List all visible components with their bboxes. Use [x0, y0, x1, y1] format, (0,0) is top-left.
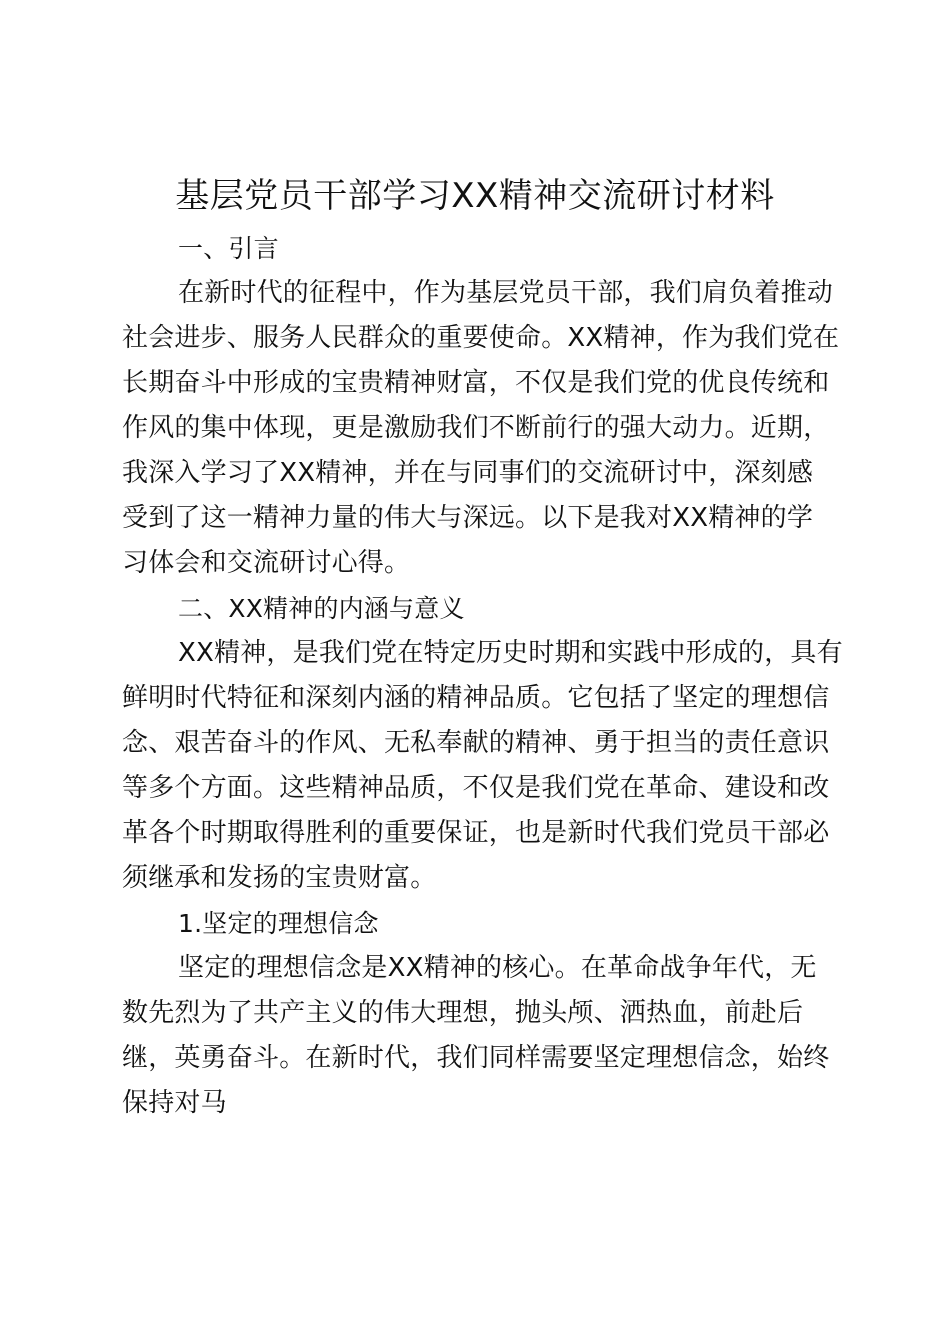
paragraph-line: 等多个方面。这些精神品质，不仅是我们党在革命、建设和改	[122, 773, 830, 803]
paragraph-connotation	[122, 631, 843, 901]
paragraph-line: 继，英勇奋斗。在新时代，我们同样需要坚定理想信念，始终	[122, 1043, 830, 1073]
section-heading-introduction: 一、引言	[178, 234, 279, 263]
paragraph-line: 习体会和交流研讨心得。	[122, 548, 411, 578]
section-heading-connotation: 二、XX精神的内涵与意义	[178, 594, 465, 623]
paragraph-line: 保持对马	[122, 1088, 227, 1118]
paragraph-line: 须继承和发扬的宝贵财富。	[122, 863, 437, 893]
paragraph-line: 数先烈为了共产主义的伟大理想，抛头颅、洒热血，前赴后	[122, 998, 804, 1028]
document-title: 基层党员干部学习XX精神交流研讨材料	[175, 176, 775, 216]
paragraph-line: 革各个时期取得胜利的重要保证，也是新时代我们党员干部必	[122, 818, 830, 848]
paragraph-introduction	[122, 271, 838, 586]
paragraph-line: 念、艰苦奋斗的作风、无私奉献的精神、勇于担当的责任意识	[122, 728, 830, 758]
subsection-heading-ideals: 1.坚定的理想信念	[178, 909, 379, 938]
paragraph-ideals	[122, 946, 838, 1126]
paragraph-line: 长期奋斗中形成的宝贵精神财富，不仅是我们党的优良传统和	[122, 368, 830, 398]
paragraph-line: 鲜明时代特征和深刻内涵的精神品质。它包括了坚定的理想信	[122, 683, 830, 713]
paragraph-line: 作风的集中体现，更是激励我们不断前行的强大动力。近期，	[122, 413, 830, 443]
paragraph-line: 社会进步、服务人民群众的重要使命。XX精神，作为我们党在	[122, 323, 840, 353]
paragraph-line: XX精神，是我们党在特定历史时期和实践中形成的，具有	[178, 638, 843, 668]
paragraph-line: 我深入学习了XX精神，并在与同事们的交流研讨中，深刻感	[122, 458, 814, 488]
document-body	[122, 226, 843, 1126]
paragraph-line: 受到了这一精神力量的伟大与深远。以下是我对XX精神的学	[122, 503, 814, 533]
paragraph-line: 坚定的理想信念是XX精神的核心。在革命战争年代，无	[178, 953, 817, 983]
paragraph-line: 在新时代的征程中，作为基层党员干部，我们肩负着推动	[178, 278, 834, 308]
